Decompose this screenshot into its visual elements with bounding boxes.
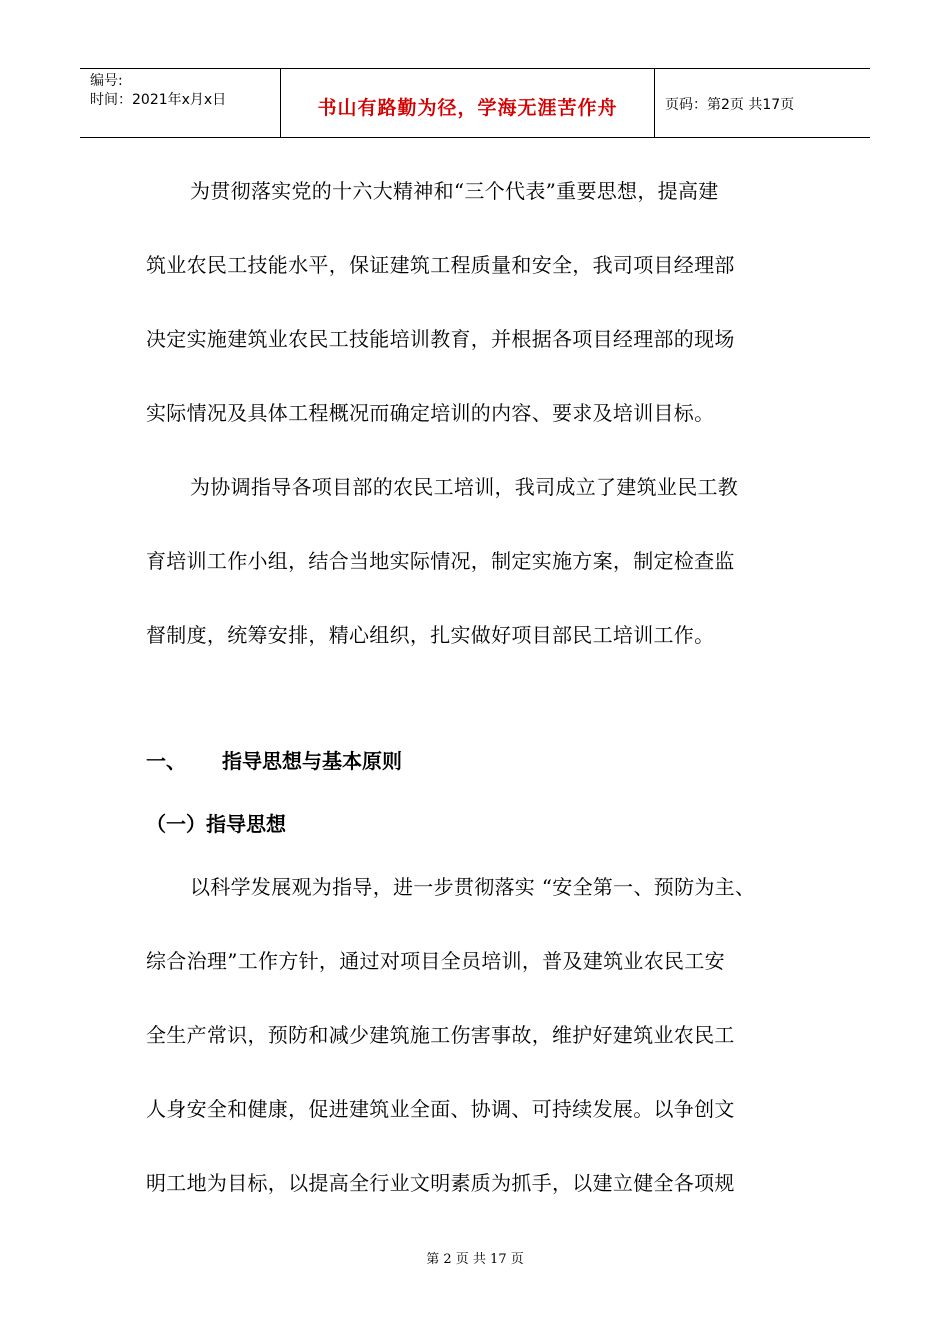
section-title: 指导思想与基本原则 [222,749,402,773]
paragraph-3-line-1: 以科学发展观为指导，进一步贯彻落实 “安全第一、预防为主、 [190,875,756,899]
page-footer: 第 2 页 共 17 页 [426,1252,524,1267]
paragraph-1-line-2: 筑业农民工技能水平，保证建筑工程质量和安全，我司项目经理部 [146,253,735,277]
page-header [80,68,870,138]
section-number: 一、 [146,749,186,773]
paragraph-2-line-3: 督制度，统筹安排，精心组织，扎实做好项目部民工培训工作。 [146,623,715,647]
paragraph-3-line-2: 综合治理”工作方针，通过对项目全员培训，普及建筑业农民工安 [146,949,725,973]
header-page-cell [655,69,870,137]
header-motto-cell [281,69,655,137]
paragraph-2-line-1: 为协调指导各项目部的农民工培训，我司成立了建筑业民工教 [190,475,739,499]
document-number-label: 编号: [90,73,123,89]
subsection-heading: （一）指导思想 [146,812,286,836]
section-heading [146,745,402,774]
paragraph-3-line-4: 人身安全和健康，促进建筑业全面、协调、可持续发展。以争创文 [146,1097,735,1121]
paragraph-2-line-2: 育培训工作小组，结合当地实际情况，制定实施方案，制定检查监 [146,549,735,573]
paragraph-1-line-4: 实际情况及具体工程概况而确定培训的内容、要求及培训目标。 [146,401,715,425]
header-meta-cell [80,69,281,137]
paragraph-3-line-3: 全生产常识，预防和减少建筑施工伤害事故，维护好建筑业农民工 [146,1023,735,1047]
header-page-number: 页码：第2页 共17页 [665,97,795,113]
paragraph-1-line-1: 为贯彻落实党的十六大精神和“三个代表”重要思想，提高建 [190,179,719,203]
paragraph-3-line-5: 明工地为目标，以提高全行业文明素质为抓手，以建立健全各项规 [146,1171,735,1195]
document-date-label: 时间：2021年x月x日 [90,92,227,108]
paragraph-1-line-3: 决定实施建筑业农民工技能培训教育，并根据各项目经理部的现场 [146,327,735,351]
header-motto: 书山有路勤为径，学海无涯苦作舟 [317,97,618,119]
